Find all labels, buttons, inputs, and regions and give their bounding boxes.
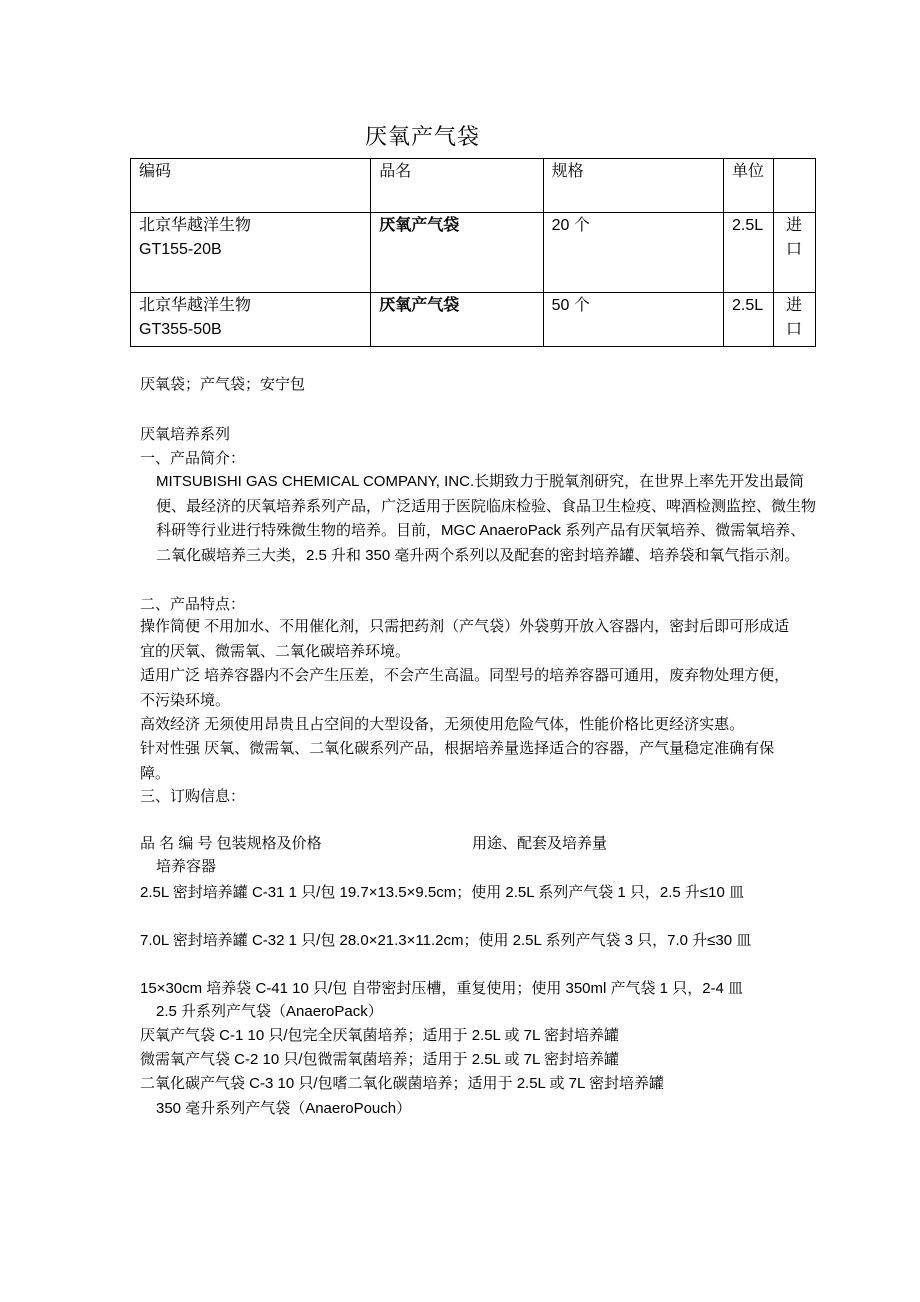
cell-code-line2: GT155-20B [139,241,222,258]
feature-wide: 适用广泛 培养容器内不会产生压差，不会产生高温。同型号的培养容器可通用，废弃物处理方便，不污染环境。 [140,667,790,709]
header-name: 品名 [371,159,543,213]
product-table [130,158,816,347]
order-subheading-350ml: 350 毫升系列产气袋（AnaeroPouch） [156,1100,412,1117]
table-row [131,293,816,347]
section1-heading: 一、产品简介： [140,450,246,467]
order-item: 7.0L 密封培养罐 C-32 1 只/包 28.0×21.3×11.2cm；使用 2.5L 系列产气袋 3 只，7.0 升≤30 皿 [140,932,752,949]
series-title: 厌氧培养系列 [140,426,231,443]
feature-economic: 高效经济 无须使用昂贵且占空间的大型设备，无须使用危险气体，性能价格比更经济实惠。 [140,716,745,733]
cell-code-line1: 北京华越洋生物 [139,297,252,314]
feature-easy: 操作简便 不用加水、不用催化剂，只需把药剂（产气袋）外袋剪开放入容器内，密封后即可形成适宜的厌氧、微需氧、二氧化碳培养环境。 [140,618,790,660]
order-header-a: 品 名 编 号 包装规格及价格 [140,835,322,852]
keywords: 厌氧袋；产气袋；安宁包 [140,376,306,393]
order-item: 2.5L 密封培养罐 C-31 1 只/包 19.7×13.5×9.5cm；使用 2.5L 系列产气袋 1 只，2.5 升≤10 皿 [140,884,745,901]
cell-code-line2: GT355-50B [139,321,222,338]
order-item: 厌氧产气袋 C-1 10 只/包完全厌氧菌培养；适用于 2.5L 或 7L 密封培养罐 [140,1027,619,1044]
table-row [131,213,816,293]
order-header-b: 用途、配套及培养量 [472,835,608,852]
section3-heading: 三、订购信息： [140,788,246,805]
cell-unit: 2.5L [724,293,774,347]
table-header-row [131,159,816,213]
section1-body: MITSUBISHI GAS CHEMICAL COMPANY, INC.长期致力于脱氧剂研究，在世界上率先开发出最简便、最经济的厌氧培养系列产品，广泛适用于医院临床检验、食品卫生检疫、啤酒检测监控、微生物科研等行业进行特殊微生物的培养。目前，MGC AnaeroPack 系列产品有厌氧培养、微需氧培养、二氧化碳培养三大类，2.5 升和 350 毫升两个系列以及配套的密封培养罐、培养袋和氧气指示剂。 [156,473,817,564]
order-subheading-containers: 培养容器 [156,858,217,875]
cell-origin: 进口 [774,213,816,293]
order-item: 微需氧产气袋 C-2 10 只/包微需氧菌培养；适用于 2.5L 或 7L 密封培养罐 [140,1051,619,1068]
header-unit: 单位 [724,159,774,213]
order-item: 15×30cm 培养袋 C-41 10 只/包 自带密封压槽，重复使用；使用 350ml 产气袋 1 只，2-4 皿 [140,980,744,997]
order-subheading-25l: 2.5 升系列产气袋（AnaeroPack） [156,1003,383,1020]
cell-name: 厌氧产气袋 [371,213,543,293]
cell-code-line1: 北京华越洋生物 [139,217,252,234]
header-origin [774,159,816,213]
page-title: 厌氧产气袋 [364,124,480,149]
section2-heading: 二、产品特点： [140,596,246,613]
order-item: 二氧化碳产气袋 C-3 10 只/包嗜二氧化碳菌培养；适用于 2.5L 或 7L 密封培养罐 [140,1075,664,1092]
cell-origin: 进口 [774,293,816,347]
header-spec: 规格 [543,159,723,213]
cell-unit: 2.5L [724,213,774,293]
feature-targeted: 针对性强 厌氧、微需氧、二氧化碳系列产品，根据培养量选择适合的容器，产气量稳定准确有保障。 [140,740,775,782]
cell-spec: 50 个 [543,293,723,347]
cell-code [131,293,371,347]
cell-name: 厌氧产气袋 [371,293,543,347]
cell-spec: 20 个 [543,213,723,293]
cell-code [131,213,371,293]
header-code: 编码 [131,159,371,213]
